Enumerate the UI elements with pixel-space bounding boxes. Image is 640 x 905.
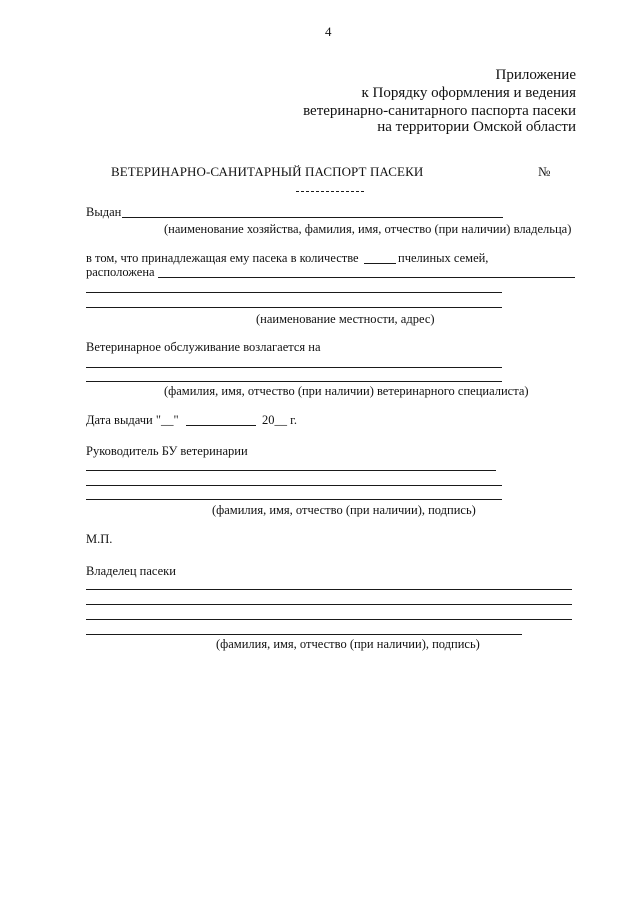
issue-date-year: 20__ г. (262, 413, 297, 427)
number-underline (296, 191, 364, 192)
head-line-2[interactable] (86, 485, 502, 486)
head-line-1[interactable] (86, 470, 496, 471)
number-sign: № (538, 164, 551, 179)
location-line-2[interactable] (86, 292, 502, 293)
owner-line-2[interactable] (86, 604, 572, 605)
appendix-line-2: к Порядку оформления и ведения (361, 85, 576, 101)
apiary-text-after: пчелиных семей, (398, 251, 489, 265)
owner-hint: (фамилия, имя, отчество (при наличии), подпись) (216, 637, 480, 651)
location-hint: (наименование местности, адрес) (256, 312, 435, 326)
owner-line-4[interactable] (86, 634, 522, 635)
bee-colonies-count-line[interactable] (364, 263, 396, 264)
document-title: ВЕТЕРИНАРНО-САНИТАРНЫЙ ПАСПОРТ ПАСЕКИ (111, 164, 424, 179)
issued-hint: (наименование хозяйства, фамилия, имя, отчество (при наличии) владельца) (164, 222, 572, 236)
vet-service-label: Ветеринарное обслуживание возлагается на (86, 340, 321, 354)
head-hint: (фамилия, имя, отчество (при наличии), подпись) (212, 503, 476, 517)
head-label: Руководитель БУ ветеринарии (86, 444, 248, 458)
owner-label: Владелец пасеки (86, 564, 176, 578)
location-line-1[interactable] (158, 277, 575, 278)
located-label: расположена (86, 265, 155, 279)
owner-line-3[interactable] (86, 619, 572, 620)
appendix-line-3: ветеринарно-санитарного паспорта пасеки (303, 103, 576, 119)
vet-service-line-1[interactable] (86, 367, 502, 368)
vet-service-line-2[interactable] (86, 381, 502, 382)
page-number: 4 (325, 24, 332, 39)
appendix-line-1: Приложение (495, 67, 576, 83)
apiary-text-before: в том, что принадлежащая ему пасека в количестве (86, 251, 359, 265)
appendix-line-4: на территории Омской области (377, 119, 576, 135)
issue-date-month-line[interactable] (186, 425, 256, 426)
stamp-label: М.П. (86, 532, 113, 546)
owner-line-1[interactable] (86, 589, 572, 590)
head-line-3[interactable] (86, 499, 502, 500)
issued-line[interactable] (122, 217, 503, 218)
issued-label: Выдан (86, 205, 122, 219)
vet-service-hint: (фамилия, имя, отчество (при наличии) ветеринарного специалиста) (164, 384, 529, 398)
location-line-3[interactable] (86, 307, 502, 308)
issue-date-label: Дата выдачи "__" (86, 413, 179, 427)
